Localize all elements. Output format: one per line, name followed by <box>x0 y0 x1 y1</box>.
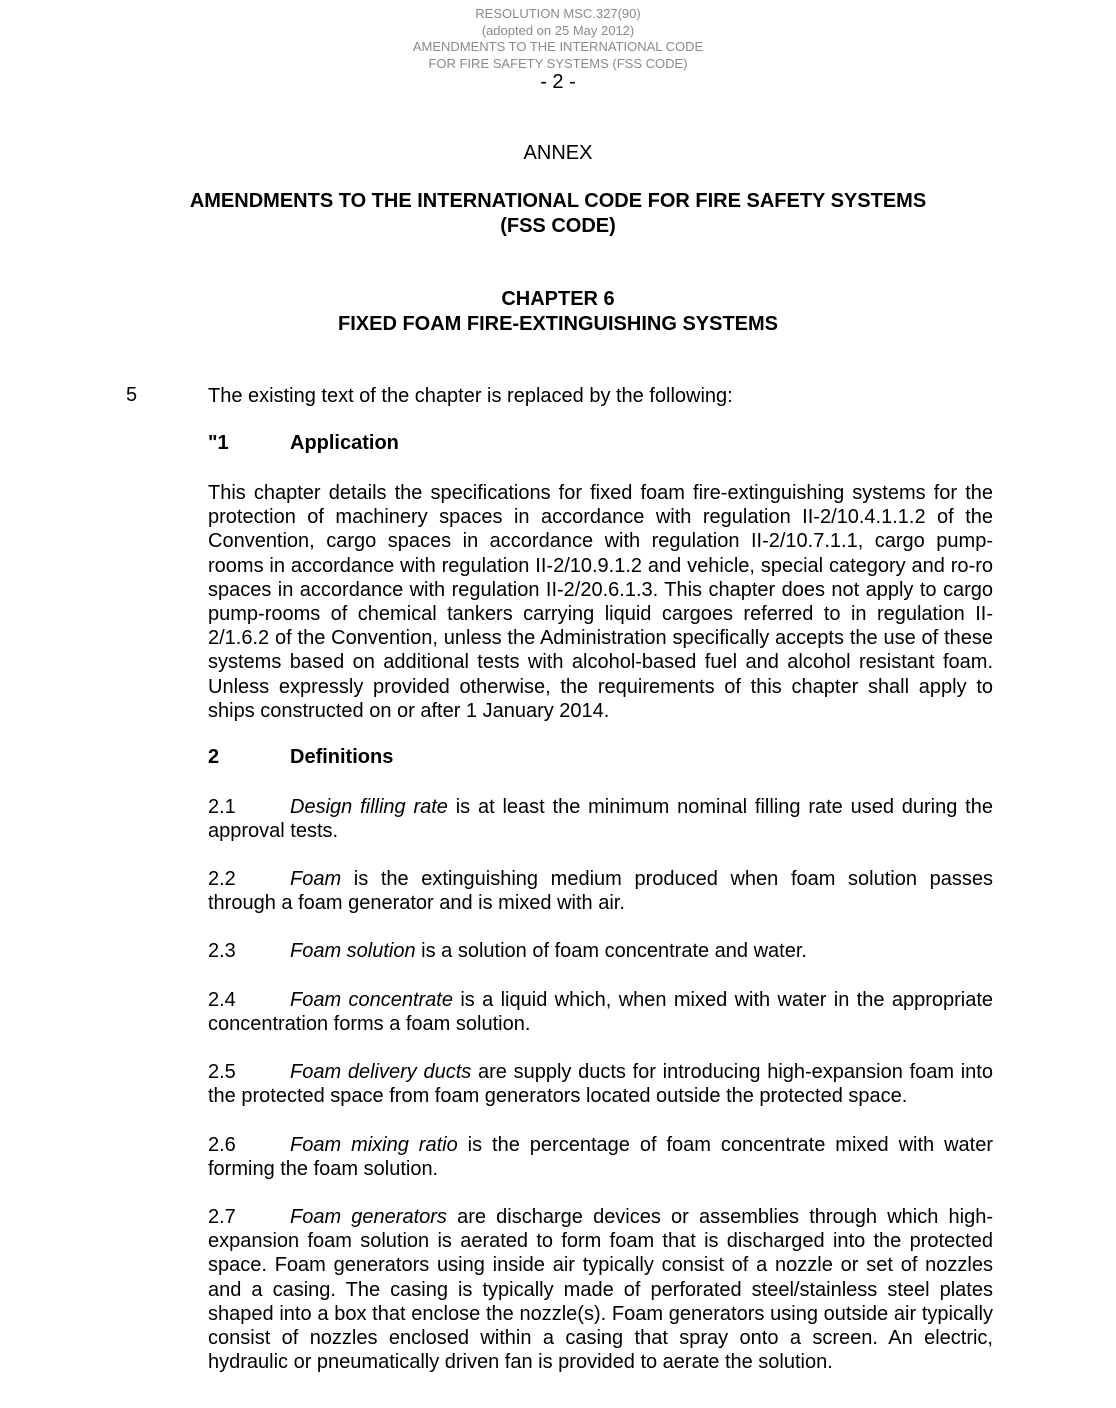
definition-term: Foam delivery ducts <box>290 1061 472 1083</box>
definition-item <box>208 867 993 915</box>
header-resolution: RESOLUTION MSC.327(90) <box>475 6 641 21</box>
running-header <box>0 6 1116 72</box>
section-heading-application <box>208 432 399 455</box>
section-number: 2 <box>208 746 220 768</box>
page-number: - 2 - <box>540 71 576 93</box>
definition-term: Foam generators <box>290 1206 447 1228</box>
application-body: This chapter details the specifications for fixed foam fire-extinguishing systems for the protection of machinery spaces in accordance with regulation II-2/10.4.1.1.2 of the Convention, cargo spaces in accordance with regulation II-2/10.7.1.1, cargo pump-rooms in accordance with regulation II-2/10.9.1.2 and vehicle, special category and ro-ro spaces in accordance with regulation II-2/20.6.1.3. This chapter does not apply to cargo pump-rooms of chemical tankers carrying liquid cargoes referred to in regulation II-2/1.6.2 of the Convention, unless the Administration specifically accepts the use of these systems based on additional tests with alcohol-based fuel and alcohol resistant foam. Unless expressly provided otherwise, the requirements of this chapter shall apply to ships constructed on or after 1 January 2014. <box>208 482 993 722</box>
definition-number: 2.3 <box>208 940 236 962</box>
definition-term: Foam concentrate <box>290 989 453 1011</box>
header-code-name: FOR FIRE SAFETY SYSTEMS (FSS CODE) <box>428 55 688 71</box>
paragraph-text: The existing text of the chapter is replaced by the following: <box>208 385 733 407</box>
section-title: Application <box>290 432 399 454</box>
definition-item <box>208 988 993 1036</box>
definition-term: Design filling rate <box>290 796 448 818</box>
definition-text: are discharge devices or assemblies through which high-expansion foam solution is aerated to form foam that is discharged into the protected space. Foam generators using inside air typically consist of a nozzle or set of nozzles and a casing. The casing is typically made of perforated steel/stainless steel plates shaped into a box that enclose the nozzle(s). Foam generators using outside air typically consist of nozzles enclosed within a casing that spray onto a screen. An electric, hydraulic or pneumatically driven fan is provided to aerate the solution. <box>208 1206 994 1374</box>
definition-text: is the extinguishing medium produced when foam solution passes through a foam generator and is mixed with air. <box>208 868 993 915</box>
definition-item <box>208 1205 993 1374</box>
definition-number: 2.4 <box>208 989 236 1011</box>
definition-item <box>208 795 993 843</box>
definition-number: 2.2 <box>208 868 236 890</box>
definition-item <box>208 1060 993 1108</box>
definition-number: 2.6 <box>208 1134 236 1156</box>
definition-number: 2.7 <box>208 1206 236 1228</box>
definition-text: is a liquid which, when mixed with water in the appropriate concentration forms a foam solution. <box>208 989 994 1036</box>
section-title: Definitions <box>290 746 394 768</box>
header-amendments: AMENDMENTS TO THE INTERNATIONAL CODE <box>412 39 704 54</box>
chapter-heading <box>0 287 1116 337</box>
definition-term: Foam solution <box>290 940 416 962</box>
definition-number: 2.1 <box>208 796 236 818</box>
definition-term: Foam <box>290 868 342 890</box>
definition-item <box>208 1133 993 1181</box>
section-number: "1 <box>208 432 229 454</box>
title-line-1: AMENDMENTS TO THE INTERNATIONAL CODE FOR FIRE SAFETY SYSTEMS <box>189 190 927 212</box>
paragraph-number: 5 <box>126 384 138 406</box>
chapter-name: FIXED FOAM FIRE-EXTINGUISHING SYSTEMS <box>337 313 779 335</box>
definition-item <box>208 939 993 963</box>
document-title <box>0 189 1116 239</box>
annex-label: ANNEX <box>523 142 593 164</box>
chapter-number: CHAPTER 6 <box>501 288 615 310</box>
definition-term: Foam mixing ratio <box>290 1134 458 1156</box>
header-adopted-date: (adopted on 25 May 2012) <box>481 22 635 38</box>
definition-text: is at least the minimum nominal filling rate used during the approval tests. <box>208 796 993 843</box>
definition-text: are supply ducts for introducing high-expansion foam into the protected space from foam generators located outside the protected space. <box>208 1061 993 1108</box>
definition-number: 2.5 <box>208 1061 236 1083</box>
title-line-2: (FSS CODE) <box>500 215 616 237</box>
definition-text: is the percentage of foam concentrate mixed with water forming the foam solution. <box>208 1134 994 1181</box>
definition-text: is a solution of foam concentrate and water. <box>415 940 807 962</box>
section-heading-definitions <box>208 746 393 769</box>
